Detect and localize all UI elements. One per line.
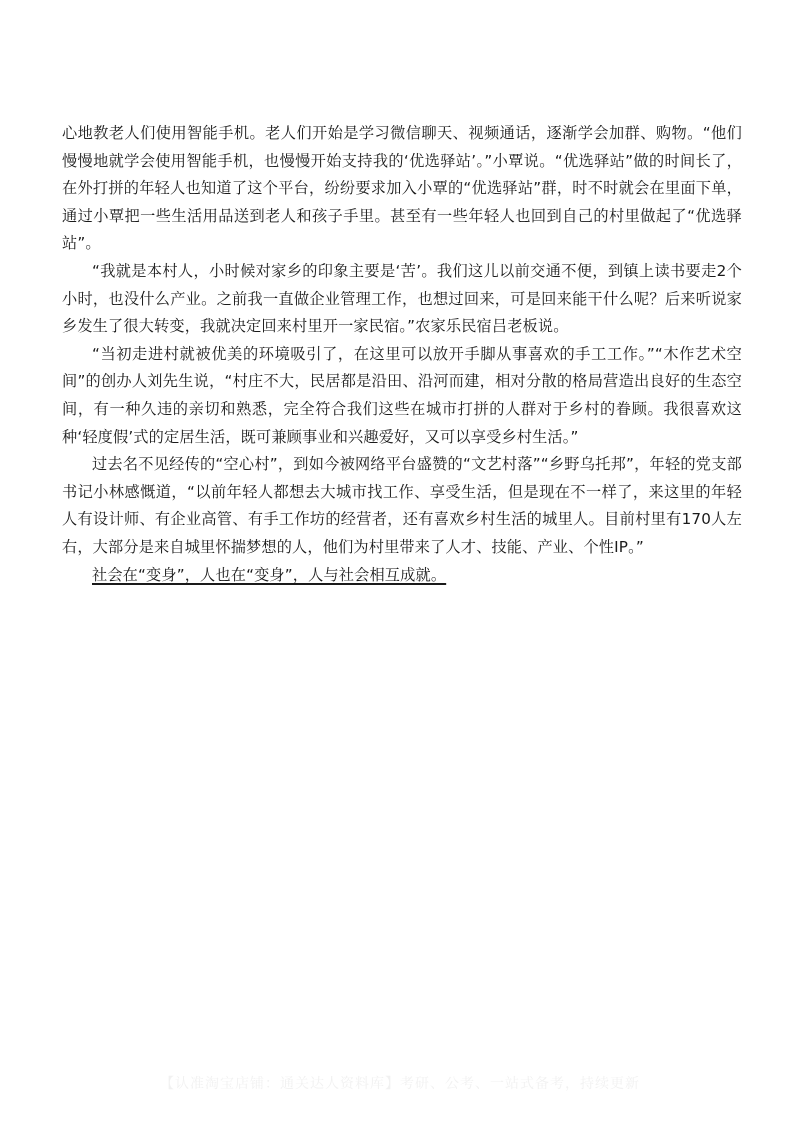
underlined-conclusion-text: 社会在“变身”，人也在“变身”，人与社会相互成就。 — [92, 565, 447, 584]
paragraph-1: 心地教老人们使用智能手机。老人们开始是学习微信聊天、视频通话，逐渐学会加群、购物。“他们慢慢地就学会使用智能手机，也慢慢开始支持我的‘优选驿站’。”小覃说。“优选驿站”做的时间长了，在外打拼的年轻人也知道了这个平台，纷纷要求加入小覃的“优选驿站”群，时不时就会在里面下单，通过小覃把一些生活用品送到老人和孩子手里。甚至有一些年轻人也回到自己的村里做起了“优选驿站”。 — [62, 124, 742, 253]
paragraph-2: “我就是本村人，小时候对家乡的印象主要是‘苦’。我们这儿以前交通不便，到镇上读书要走2个小时，也没什么产业。之前我一直做企业管理工作，也想过回来，可是回来能干什么呢？后来听说家乡发生了很大转变，我就决定回来村里开一家民宿。”农家乐民宿吕老板说。 — [62, 261, 742, 336]
article-body — [62, 120, 742, 589]
footer-watermark: 【认准淘宝店铺：通关达人资料库】考研、公考、一站式备考，持续更新 — [160, 1076, 640, 1092]
paragraph-5-underlined-conclusion — [62, 562, 742, 590]
paragraph-4: 过去名不见经传的“空心村”，到如今被网络平台盛赞的“文艺村落”“乡野乌托邦”，年轻的党支部书记小林感慨道，“以前年轻人都想去大城市找工作、享受生活，但是现在不一样了，来这里的年轻人有设计师、有企业高管、有手工作坊的经营者，还有喜欢乡村生活的城里人。目前村里有170人左右，大部分是来自城里怀揣梦想的人，他们为村里带来了人才、技能、产业、个性IP。” — [62, 455, 742, 556]
paragraph-3: “当初走进村就被优美的环境吸引了，在这里可以放开手脚从事喜欢的手工工作。”“木作艺术空间”的创办人刘先生说，“村庄不大，民居都是沿田、沿河而建，相对分散的格局营造出良好的生态空间，有一种久违的亲切和熟悉，完全符合我们这些在城市打拼的人群对于乡村的眷顾。我很喜欢这种‘轻度假’式的定居生活，既可兼顾事业和兴趣爱好，又可以享受乡村生活。” — [62, 344, 742, 446]
